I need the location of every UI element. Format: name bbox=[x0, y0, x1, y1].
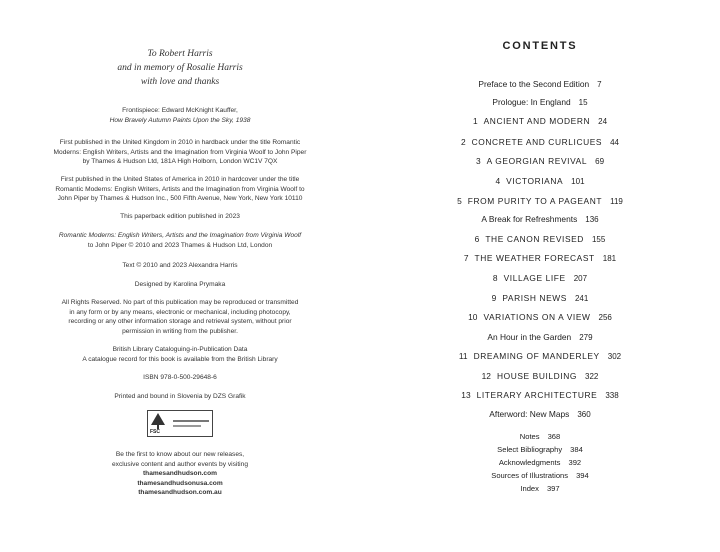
back-matter-entry[interactable] bbox=[360, 471, 720, 480]
page-number: 136 bbox=[585, 215, 599, 224]
newsletter-promo: Be the first to know about our new releases, exclusive content and author events by visiting thamesandhudson.com thamesandhudsonusa.com thamesandhudson.com.au bbox=[80, 450, 280, 498]
dedication-line: and in memory of Rosalie Harris bbox=[117, 63, 243, 73]
entry-title: Acknowledgments bbox=[498, 458, 561, 467]
entry-title: Preface to the Second Edition bbox=[478, 79, 590, 89]
page-number: 181 bbox=[602, 254, 617, 263]
page-number: 44 bbox=[610, 138, 620, 147]
page-number: 155 bbox=[591, 235, 606, 244]
page-number: 69 bbox=[595, 157, 605, 166]
page-number: 15 bbox=[578, 98, 588, 107]
entry-title: A Break for Refreshments bbox=[481, 214, 578, 224]
back-matter-entry[interactable] bbox=[360, 432, 720, 441]
book-copyright: Romantic Moderns: English Writers, Artists and the Imagination from Virginia Woolf to John Piper © 2010 and 2023 Thames & Hudson Ltd, London bbox=[58, 232, 302, 249]
page-number: 7 bbox=[597, 80, 602, 89]
chapter-number: 8 bbox=[492, 273, 498, 283]
entry-title: PARISH NEWS bbox=[502, 293, 567, 303]
entry-title: THE CANON REVISED bbox=[485, 234, 584, 244]
toc-entry[interactable] bbox=[360, 234, 720, 244]
toc-entry[interactable] bbox=[360, 116, 720, 126]
toc-entry[interactable] bbox=[360, 351, 720, 361]
entry-title: VICTORIANA bbox=[506, 176, 564, 186]
us-publication-note: First published in the United States of America in 2010 in hardcover under the title Romantic Moderns: English Writers, Artists and the Imagination from Virginia Woolf to John Piper by Thames & Hudson Inc., 500 Fifth Avenue, New York, New York 10110 bbox=[55, 176, 305, 202]
page-number: 397 bbox=[546, 484, 560, 493]
entry-title: ANCIENT AND MODERN bbox=[483, 116, 591, 126]
toc-entry[interactable] bbox=[360, 253, 720, 263]
page-number: 207 bbox=[573, 274, 588, 283]
contents-page bbox=[360, 0, 720, 552]
page-number: 119 bbox=[610, 197, 623, 206]
back-matter-entry[interactable] bbox=[360, 458, 720, 467]
text-copyright: Text © 2010 and 2023 Alexandra Harris bbox=[122, 262, 238, 269]
page-number: 394 bbox=[576, 471, 589, 480]
frontispiece-credit: Frontispiece: Edward McKnight Kauffer, How Bravely Autumn Paints Upon the Sky, 1938 bbox=[109, 107, 251, 124]
fsc-logo: FSC bbox=[147, 410, 213, 437]
dedication-line: To Robert Harris bbox=[147, 49, 213, 59]
paperback-edition: This paperback edition published in 2023 bbox=[120, 213, 240, 220]
page-number: 101 bbox=[571, 177, 585, 186]
page-number: 241 bbox=[574, 294, 589, 303]
chapter-number: 11 bbox=[458, 351, 468, 361]
entry-title: VILLAGE LIFE bbox=[503, 273, 566, 283]
page-number: 384 bbox=[570, 445, 583, 454]
entry-title: Afterword: New Maps bbox=[489, 409, 570, 419]
toc-entry[interactable] bbox=[360, 79, 720, 89]
page-number: 322 bbox=[585, 372, 599, 381]
printer-credit: Printed and bound in Slovenia by DZS Grafik bbox=[114, 393, 246, 400]
toc-entry[interactable] bbox=[360, 214, 720, 224]
chapter-number: 4 bbox=[495, 176, 501, 186]
tree-icon bbox=[151, 413, 165, 425]
toc-entry[interactable] bbox=[360, 293, 720, 303]
toc-entry[interactable] bbox=[360, 332, 720, 342]
website-link[interactable]: thamesandhudson.com.au bbox=[138, 489, 222, 497]
chapter-number: 6 bbox=[474, 234, 480, 244]
page-number: 360 bbox=[577, 410, 591, 419]
page-number: 302 bbox=[607, 352, 622, 361]
rights-notice: All Rights Reserved. No part of this publication may be reproduced or transmitted in any form or by any means, electronic or mechanical, including photocopy, recording or any other information storage and retrieval system, without prior permission in writing from the publisher. bbox=[61, 299, 299, 335]
chapter-number: 7 bbox=[463, 253, 469, 263]
toc-entry[interactable] bbox=[360, 176, 720, 186]
entry-title: THE WEATHER FORECAST bbox=[474, 253, 595, 263]
chapter-number: 10 bbox=[468, 312, 478, 322]
entry-title: VARIATIONS ON A VIEW bbox=[483, 312, 591, 322]
website-link[interactable]: thamesandhudsonusa.com bbox=[137, 479, 223, 487]
chapter-number: 1 bbox=[472, 116, 478, 126]
entry-title: LITERARY ARCHITECTURE bbox=[476, 390, 598, 400]
chapter-number: 9 bbox=[491, 293, 497, 303]
toc-entry[interactable] bbox=[360, 312, 720, 322]
toc-entry[interactable] bbox=[360, 156, 720, 166]
designer-credit: Designed by Karolina Prymaka bbox=[134, 281, 226, 288]
chapter-number: 5 bbox=[457, 196, 462, 206]
back-matter-entry[interactable] bbox=[360, 445, 720, 454]
toc-entry[interactable] bbox=[360, 273, 720, 283]
entry-title: FROM PURITY TO A PAGEANT bbox=[467, 196, 603, 206]
toc-entry[interactable] bbox=[360, 196, 720, 206]
page-number: 24 bbox=[598, 117, 608, 126]
entry-title: A GEORGIAN REVIVAL bbox=[486, 156, 588, 166]
page-number: 256 bbox=[598, 313, 612, 322]
page-number: 338 bbox=[605, 391, 619, 400]
entry-title: Select Bibliography bbox=[497, 445, 563, 454]
cip-data: British Library Cataloguing-in-Publication Data A catalogue record for this book is available from the British Library bbox=[82, 346, 278, 363]
chapter-number: 3 bbox=[475, 156, 481, 166]
toc-entry[interactable] bbox=[360, 371, 720, 381]
uk-publication-note: First published in the United Kingdom in 2010 in hardback under the title Romantic Moderns: English Writers, Artists and the Imagination from Virginia Woolf to John Piper by Thames & Hudson Ltd, 181A High Holborn, London WC1V 7QX bbox=[53, 139, 307, 165]
toc-entry[interactable] bbox=[360, 409, 720, 419]
entry-title: Sources of Illustrations bbox=[491, 471, 569, 480]
page-number: 279 bbox=[579, 333, 593, 342]
entry-title: An Hour in the Garden bbox=[487, 332, 572, 342]
chapter-number: 13 bbox=[461, 390, 471, 400]
chapter-number: 12 bbox=[481, 371, 491, 381]
toc-entry[interactable] bbox=[360, 137, 720, 147]
contents-heading: CONTENTS bbox=[502, 40, 578, 52]
dedication bbox=[80, 47, 280, 89]
entry-title: Notes bbox=[519, 432, 540, 441]
entry-title: HOUSE BUILDING bbox=[496, 371, 578, 381]
entry-title: CONCRETE AND CURLICUES bbox=[471, 137, 603, 147]
toc-entry[interactable] bbox=[360, 97, 720, 107]
back-matter-entry[interactable] bbox=[360, 484, 720, 493]
dedication-line: with love and thanks bbox=[140, 77, 220, 87]
toc-entry[interactable] bbox=[360, 390, 720, 400]
isbn: ISBN 978-0-500-29648-6 bbox=[143, 374, 217, 381]
page-number: 368 bbox=[547, 432, 561, 441]
entry-title: Prologue: In England bbox=[492, 97, 571, 107]
website-link[interactable]: thamesandhudson.com bbox=[142, 470, 217, 478]
entry-title: DREAMING OF MANDERLEY bbox=[473, 351, 600, 361]
entry-title: Index bbox=[520, 484, 539, 493]
page-number: 392 bbox=[568, 458, 582, 467]
chapter-number: 2 bbox=[460, 137, 466, 147]
